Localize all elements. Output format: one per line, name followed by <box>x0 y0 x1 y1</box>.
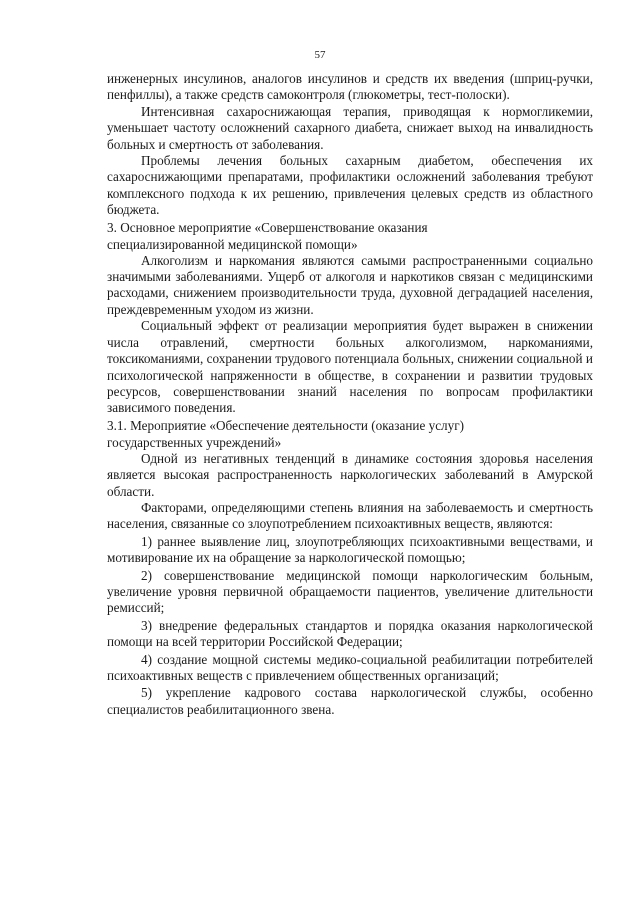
page-number: 57 <box>314 49 326 61</box>
section-heading-3 <box>107 219 593 253</box>
list-item-5: 5) укрепление кадрового состава наркологической службы, особенно специалистов реабилитационного звена. <box>107 685 593 717</box>
list-item-3: 3) внедрение федеральных стандартов и порядка оказания наркологической помощи на всей территории Российской Федерации; <box>107 617 593 650</box>
section-heading-3-line2: специализированной медицинской помощи» <box>107 236 358 252</box>
paragraph-diabetes-problems: Проблемы лечения больных сахарным диабетом, обеспечения их сахароснижающими препаратами, профилактики осложнений заболевания требуют комплексного подхода к их решению, привлечения целевых средств из областного бюджета. <box>107 153 593 218</box>
paragraph-alcoholism: Алкоголизм и наркомания являются самыми распространенными социально значимыми заболеваниями. Ущерб от алкоголя и наркотиков связан с медицинскими расходами, снижением производительности труда, духовной деградацией населения, преждевременным уходом из жизни. <box>107 252 593 317</box>
section-heading-3-line1: 3. Основное мероприятие «Совершенствование оказания <box>107 219 428 235</box>
paragraph-negative-trends: Одной из негативных тенденций в динамике состояния здоровья населения является высокая распространенность наркологических заболеваний в Амурской области. <box>107 450 593 499</box>
paragraph-intensive-therapy: Интенсивная сахароснижающая терапия, приводящая к нормогликемии, уменьшает частоту осложнений сахарного диабета, снижает выход на инвалидность больных и смертность от заболевания. <box>107 103 593 152</box>
paragraph-continuation: инженерных инсулинов, аналогов инсулинов и средств их введения (шприц-ручки, пенфиллы), а также средств самоконтроля (глюкометры, тест-полоски). <box>107 71 593 103</box>
document-body <box>107 71 593 718</box>
list-item-2: 2) совершенствование медицинской помощи наркологическим больным, увеличение уровня первичной обращаемости пациентов, увеличение длительности ремиссий; <box>107 567 593 616</box>
list-item-1: 1) раннее выявление лиц, злоупотребляющих психоактивными веществами, и мотивирование их на обращение за наркологической помощью; <box>107 533 593 566</box>
paragraph-factors: Факторами, определяющими степень влияния на заболеваемость и смертность населения, связанные со злоупотреблением психоактивных веществ, являются: <box>107 499 593 532</box>
list-item-4: 4) создание мощной системы медико-социальной реабилитации потребителей психоактивных веществ с привлечением общественных организаций; <box>107 651 593 683</box>
paragraph-social-effect: Социальный эффект от реализации мероприятия будет выражен в снижении числа отравлений, смертности больных алкоголизмом, наркоманиями, токсикоманиями, сохранении трудового потенциала больных, снижении социальной и психологической напряженности в обществе, в сохранении и развитии трудовых ресурсов, совершенствовании знаний населения по вопросам профилактики зависимого поведения. <box>107 318 593 416</box>
section-heading-3-1-line2: государственных учреждений» <box>107 434 282 450</box>
section-heading-3-1 <box>107 417 593 451</box>
section-heading-3-1-line1: 3.1. Мероприятие «Обеспечение деятельности (оказание услуг) <box>107 417 465 433</box>
